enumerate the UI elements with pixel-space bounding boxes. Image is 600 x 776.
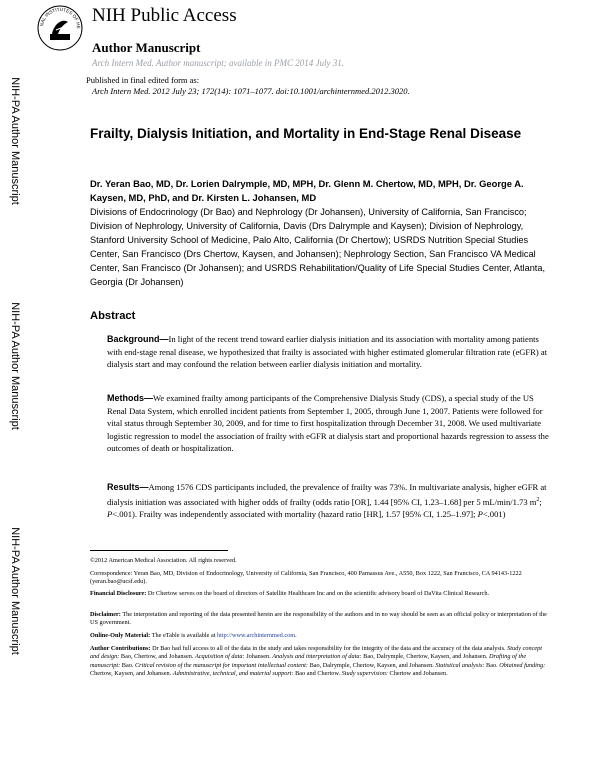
manuscript-type: Author Manuscript (92, 40, 201, 55)
online-material-note: Online-Only Material: The eTable is available at http://www.archinternmed.com. (90, 632, 297, 639)
availability-note: Arch Intern Med. Author manuscript; available in PMC 2014 July 31. (92, 58, 344, 68)
correspondence-note: Correspondence: Yeran Bao, MD, Division of Endocrinology, University of California, San Francisco, 400 Parnassus Ave., A550, Box 1222, San Francisco, CA 94143-1222 (yeran.bao@ucsf.edu). (90, 570, 522, 586)
sidebar-label: NIH-PA Author Manuscript (9, 302, 22, 430)
abstract-heading: Abstract (90, 310, 136, 322)
repository-title: NIH Public Access (92, 5, 237, 26)
article-title: Frailty, Dialysis Initiation, and Mortality in End-Stage Renal Disease (90, 126, 522, 141)
background-label: Background— (107, 334, 169, 344)
sidebar-label: NIH-PA Author Manuscript (9, 527, 22, 655)
citation: Arch Intern Med. 2012 July 23; 172(14): 1071–1077. doi:10.1001/archinternmed.2012.3020. (92, 86, 410, 96)
sidebar-label: NIH-PA Author Manuscript (9, 77, 22, 205)
methods-label: Methods— (107, 393, 153, 403)
footnote-divider (90, 550, 228, 551)
journal-link[interactable]: http://www.archinternmed.com (217, 632, 296, 639)
disclaimer: Disclaimer: The interpretation and reporting of the data presented herein are the responsibility of the authors and in no way should be seen as an official policy or interpretation of the US government. (90, 611, 547, 627)
abstract-results: Results—Among 1576 CDS participants included, the prevalence of frailty was 73%. In multivariate analysis, higher eGFR at dialysis initiation was associated with higher odds of frailty (odds ratio [OR], 1.44 [95% CI, 1.23–1.68] per 5 mL/min/1.73 $m^2$; P<.001). Frailty was independently associated with mortality (hazard ratio [HR], 1.57 [95% CI, 1.25–1.97]; P<.001) (107, 482, 547, 520)
affiliations: Divisions of Endocrinology (Dr Bao) and Nephrology (Dr Johansen), University of California, San Francisco; Division of Nephrology, University of California, Davis (Drs Dalrymple and Kaysen); Division of Nephrology, Stanford University School of Medicine, Palo Alto, California (Dr Chertow); USRDS Nutrition Special Studies Center, San Francisco (Drs Chertow, Kaysen, and Johansen); Nephrology Section, San Francisco VA Medical Center, San Francisco (Dr Johansen); and USRDS Rehabilitation/Quality of Life Special Studies Center, Atlanta, Georgia (Dr Johansen) (90, 207, 546, 287)
logo-text: NAL INSTITUTES OF HE (39, 6, 82, 29)
author-contributions: Author Contributions: Dr Bao had full access to all of the data in the study and takes responsibility for the integrity of the data and the accuracy of the data analysis. Study concept and design: Bao, Chertow, and Johansen. Acquisition of data: Johansen. Analysis and interpretation of data: Bao, Dalrymple, Chertow, Kaysen, and Johansen. Drafting of the manuscript: Bao. Critical revision of the manuscript for important intellectual content: Bao, Dalrymple, Chertow, Kaysen, and Johansen. Statistical analysis: Bao. Obtained funding: Chertow, Kaysen, and Johansen. Administrative, technical, and material support: Bao and Chertow. Study supervision: Chertow and Johansen. (90, 645, 546, 678)
financial-disclosure: Financial Disclosure: Dr Chertow serves on the board of directors of Satellite Healthcare Inc and on the scientific advisory board of DaVita Clinical Research. (90, 590, 490, 597)
author-list: Dr. Yeran Bao, MD, Dr. Lorien Dalrymple, MD, MPH, Dr. Glenn M. Chertow, MD, MPH, Dr. George A. Kaysen, MD, PhD, and Dr. Kirsten L. Johansen, MD (90, 178, 524, 203)
nih-logo (36, 4, 84, 52)
copyright-note: ©2012 American Medical Association. All rights reserved. (90, 557, 237, 564)
abstract-methods: Methods—We examined frailty among participants of the Comprehensive Dialysis Study (CDS), a special study of the US Renal Data System, which enrolled incident patients from September 1, 2005, through June 1, 2007. Patients were followed for vital status through September 30, 2009, and for time to first hospitalization through December 31, 2008. We used multivariate logistic regression to model the association of frailty with eGFR at dialysis start and proportional hazards regression to assess the outcomes of death or hospitalization. (107, 393, 549, 454)
published-in-label: Published in final edited form as: (86, 75, 200, 85)
results-label: Results— (107, 482, 149, 492)
abstract-background: Background—In light of the recent trend toward earlier dialysis initiation and its association with mortality among patients with end-stage renal disease, we hypothesized that frailty is associated with higher estimated glomerular filtration rate (eGFR) at dialysis start and may confound the relation between earlier dialysis initiation and mortality. (107, 334, 548, 370)
